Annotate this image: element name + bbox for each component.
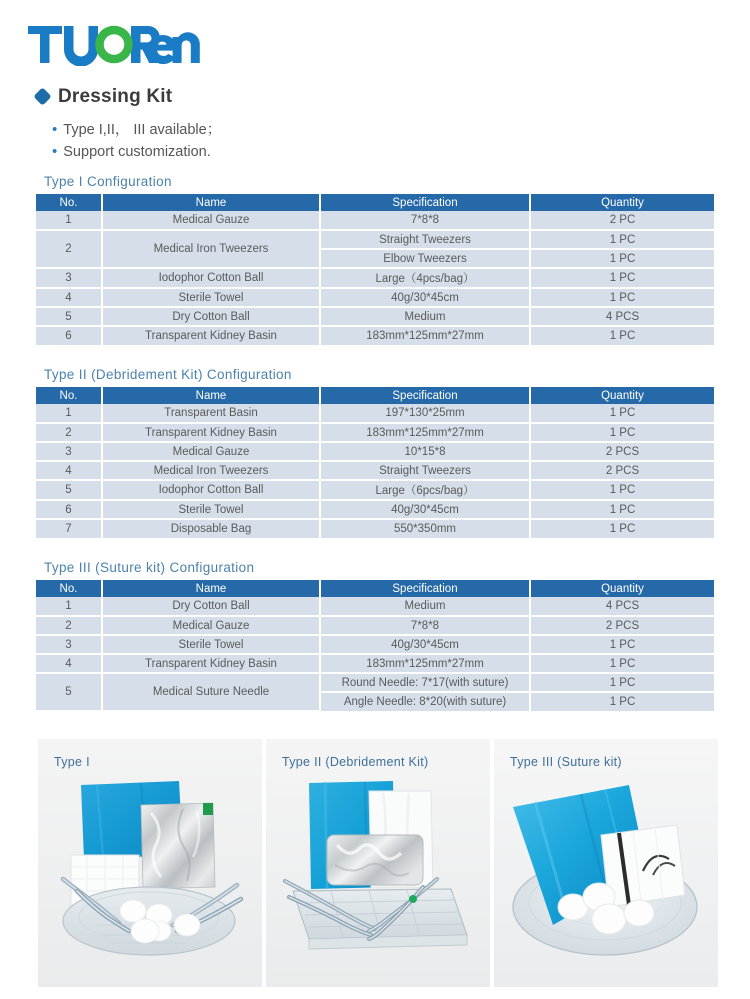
column-header-spec: Specification: [320, 580, 530, 597]
cell-no: 2: [36, 423, 102, 442]
cell-no: 7: [36, 519, 102, 538]
cell-name: Medical Gauze: [102, 211, 320, 230]
table-body: [36, 211, 714, 345]
table-row: [36, 326, 714, 345]
cell-name: Transparent Kidney Basin: [102, 326, 320, 345]
table-header-row: [36, 387, 714, 404]
cell-specification: Large（6pcs/bag）: [320, 480, 530, 500]
cell-no: 3: [36, 442, 102, 461]
cell-no: 2: [36, 616, 102, 635]
cell-quantity: 1 PC: [530, 249, 714, 268]
cell-no: 5: [36, 673, 102, 711]
table-row: [36, 654, 714, 673]
cell-no: 4: [36, 288, 102, 307]
list-item: [52, 141, 472, 163]
cell-specification: Angle Needle: 8*20(with suture): [320, 692, 530, 711]
gallery-panel-label: Type II (Debridement Kit): [282, 755, 429, 769]
table-row: [36, 230, 714, 249]
table-row: [36, 635, 714, 654]
cell-quantity: 4 PCS: [530, 307, 714, 326]
table-row: [36, 404, 714, 423]
cell-name: Sterile Towel: [102, 288, 320, 307]
cell-name: Disposable Bag: [102, 519, 320, 538]
cell-quantity: 1 PC: [530, 268, 714, 288]
cell-name: Iodophor Cotton Ball: [102, 268, 320, 288]
cell-name: Medical Gauze: [102, 442, 320, 461]
tuoren-logo-icon: [28, 24, 200, 66]
cell-no: 6: [36, 500, 102, 519]
blue-diamond-bullet-icon: [33, 87, 51, 105]
cell-specification: Straight Tweezers: [320, 230, 530, 249]
dressing-kit-type-2-photo: [266, 739, 490, 987]
cell-specification: Straight Tweezers: [320, 461, 530, 480]
cell-name: Dry Cotton Ball: [102, 307, 320, 326]
cell-no: 6: [36, 326, 102, 345]
table-row: [36, 442, 714, 461]
section-heading: Type I Configuration: [44, 174, 172, 189]
gallery-panel-type-3[interactable]: [494, 739, 718, 987]
cell-specification: 183mm*125mm*27mm: [320, 654, 530, 673]
column-header-spec: Specification: [320, 387, 530, 404]
cell-name: Medical Iron Tweezers: [102, 461, 320, 480]
cell-quantity: 1 PC: [530, 500, 714, 519]
dressing-kit-type-1-photo: [38, 739, 262, 987]
table-row: [36, 211, 714, 230]
bullet-dot-icon: •: [52, 121, 58, 138]
feature-bullet-list: [52, 119, 472, 163]
gallery-panel-type-2[interactable]: [266, 739, 490, 987]
list-item-label: Support customization.: [63, 144, 211, 160]
gallery-panel-label: Type I: [54, 755, 90, 769]
cell-specification: 7*8*8: [320, 211, 530, 230]
cell-specification: 7*8*8: [320, 616, 530, 635]
section-heading: Type III (Suture kit) Configuration: [44, 560, 255, 575]
cell-name: Transparent Basin: [102, 404, 320, 423]
cell-specification: Round Needle: 7*17(with suture): [320, 673, 530, 692]
page-title-row: [36, 87, 172, 106]
table-row: [36, 616, 714, 635]
cell-name: Medical Gauze: [102, 616, 320, 635]
cell-no: 5: [36, 307, 102, 326]
table-header-row: [36, 194, 714, 211]
cell-quantity: 2 PC: [530, 211, 714, 230]
cell-name: Medical Iron Tweezers: [102, 230, 320, 268]
table-row: [36, 519, 714, 538]
table-row: [36, 500, 714, 519]
cell-no: 1: [36, 211, 102, 230]
cell-specification: 40g/30*45cm: [320, 635, 530, 654]
cell-specification: 40g/30*45cm: [320, 288, 530, 307]
cell-name: Dry Cotton Ball: [102, 597, 320, 616]
page-title: Dressing Kit: [58, 86, 173, 107]
cell-specification: 550*350mm: [320, 519, 530, 538]
table-header-row: [36, 580, 714, 597]
cell-no: 2: [36, 230, 102, 268]
cell-no: 1: [36, 404, 102, 423]
cell-name: Transparent Kidney Basin: [102, 423, 320, 442]
cell-specification: 10*15*8: [320, 442, 530, 461]
cell-quantity: 1 PC: [530, 423, 714, 442]
cell-no: 4: [36, 461, 102, 480]
cell-name: Sterile Towel: [102, 635, 320, 654]
column-header-qty: Quantity: [530, 387, 714, 404]
cell-no: 3: [36, 635, 102, 654]
cell-quantity: 1 PC: [530, 519, 714, 538]
spec-table-type-2: [36, 387, 714, 538]
cell-name: Iodophor Cotton Ball: [102, 480, 320, 500]
table-row: [36, 673, 714, 692]
cell-no: 5: [36, 480, 102, 500]
cell-quantity: 1 PC: [530, 326, 714, 345]
cell-specification: 183mm*125mm*27mm: [320, 326, 530, 345]
cell-quantity: 1 PC: [530, 692, 714, 711]
cell-specification: Large（4pcs/bag）: [320, 268, 530, 288]
cell-name: Medical Suture Needle: [102, 673, 320, 711]
dressing-kit-type-3-photo: [494, 739, 718, 987]
section-heading: Type II (Debridement Kit) Configuration: [44, 367, 292, 382]
gallery-panel-label: Type III (Suture kit): [510, 755, 622, 769]
cell-specification: 40g/30*45cm: [320, 500, 530, 519]
gallery-panel-type-1[interactable]: [38, 739, 262, 987]
column-header-qty: Quantity: [530, 580, 714, 597]
column-header-name: Name: [102, 387, 320, 404]
column-header-no: No.: [36, 194, 102, 211]
cell-specification: Medium: [320, 307, 530, 326]
list-item: [52, 119, 472, 141]
cell-quantity: 1 PC: [530, 673, 714, 692]
column-header-spec: Specification: [320, 194, 530, 211]
table-row: [36, 307, 714, 326]
cell-quantity: 1 PC: [530, 288, 714, 307]
column-header-qty: Quantity: [530, 194, 714, 211]
cell-quantity: 2 PCS: [530, 442, 714, 461]
table-row: [36, 597, 714, 616]
section-type-3: [36, 560, 714, 712]
cell-quantity: 1 PC: [530, 230, 714, 249]
cell-no: 4: [36, 654, 102, 673]
column-header-name: Name: [102, 194, 320, 211]
cell-quantity: 1 PC: [530, 654, 714, 673]
cell-name: Sterile Towel: [102, 500, 320, 519]
cell-name: Transparent Kidney Basin: [102, 654, 320, 673]
spec-table-type-1: [36, 194, 714, 345]
cell-specification: 183mm*125mm*27mm: [320, 423, 530, 442]
table-row: [36, 480, 714, 500]
cell-quantity: 1 PC: [530, 635, 714, 654]
cell-quantity: 2 PCS: [530, 461, 714, 480]
bullet-dot-icon: •: [52, 143, 58, 160]
cell-quantity: 1 PC: [530, 480, 714, 500]
cell-no: 1: [36, 597, 102, 616]
table-body: [36, 597, 714, 711]
table-row: [36, 288, 714, 307]
table-row: [36, 461, 714, 480]
section-type-1: [36, 174, 714, 345]
cell-specification: 197*130*25mm: [320, 404, 530, 423]
cell-quantity: 1 PC: [530, 404, 714, 423]
table-row: [36, 423, 714, 442]
spec-table-type-3: [36, 580, 714, 712]
cell-quantity: 4 PCS: [530, 597, 714, 616]
list-item-label: Type I,II， III available；: [63, 122, 222, 138]
column-header-no: No.: [36, 387, 102, 404]
product-photo-gallery: [38, 739, 718, 987]
table-row: [36, 268, 714, 288]
cell-specification: Medium: [320, 597, 530, 616]
table-body: [36, 404, 714, 538]
column-header-name: Name: [102, 580, 320, 597]
cell-no: 3: [36, 268, 102, 288]
brand-logo: [28, 22, 200, 68]
cell-specification: Elbow Tweezers: [320, 249, 530, 268]
column-header-no: No.: [36, 580, 102, 597]
cell-quantity: 2 PCS: [530, 616, 714, 635]
section-type-2: [36, 367, 714, 538]
